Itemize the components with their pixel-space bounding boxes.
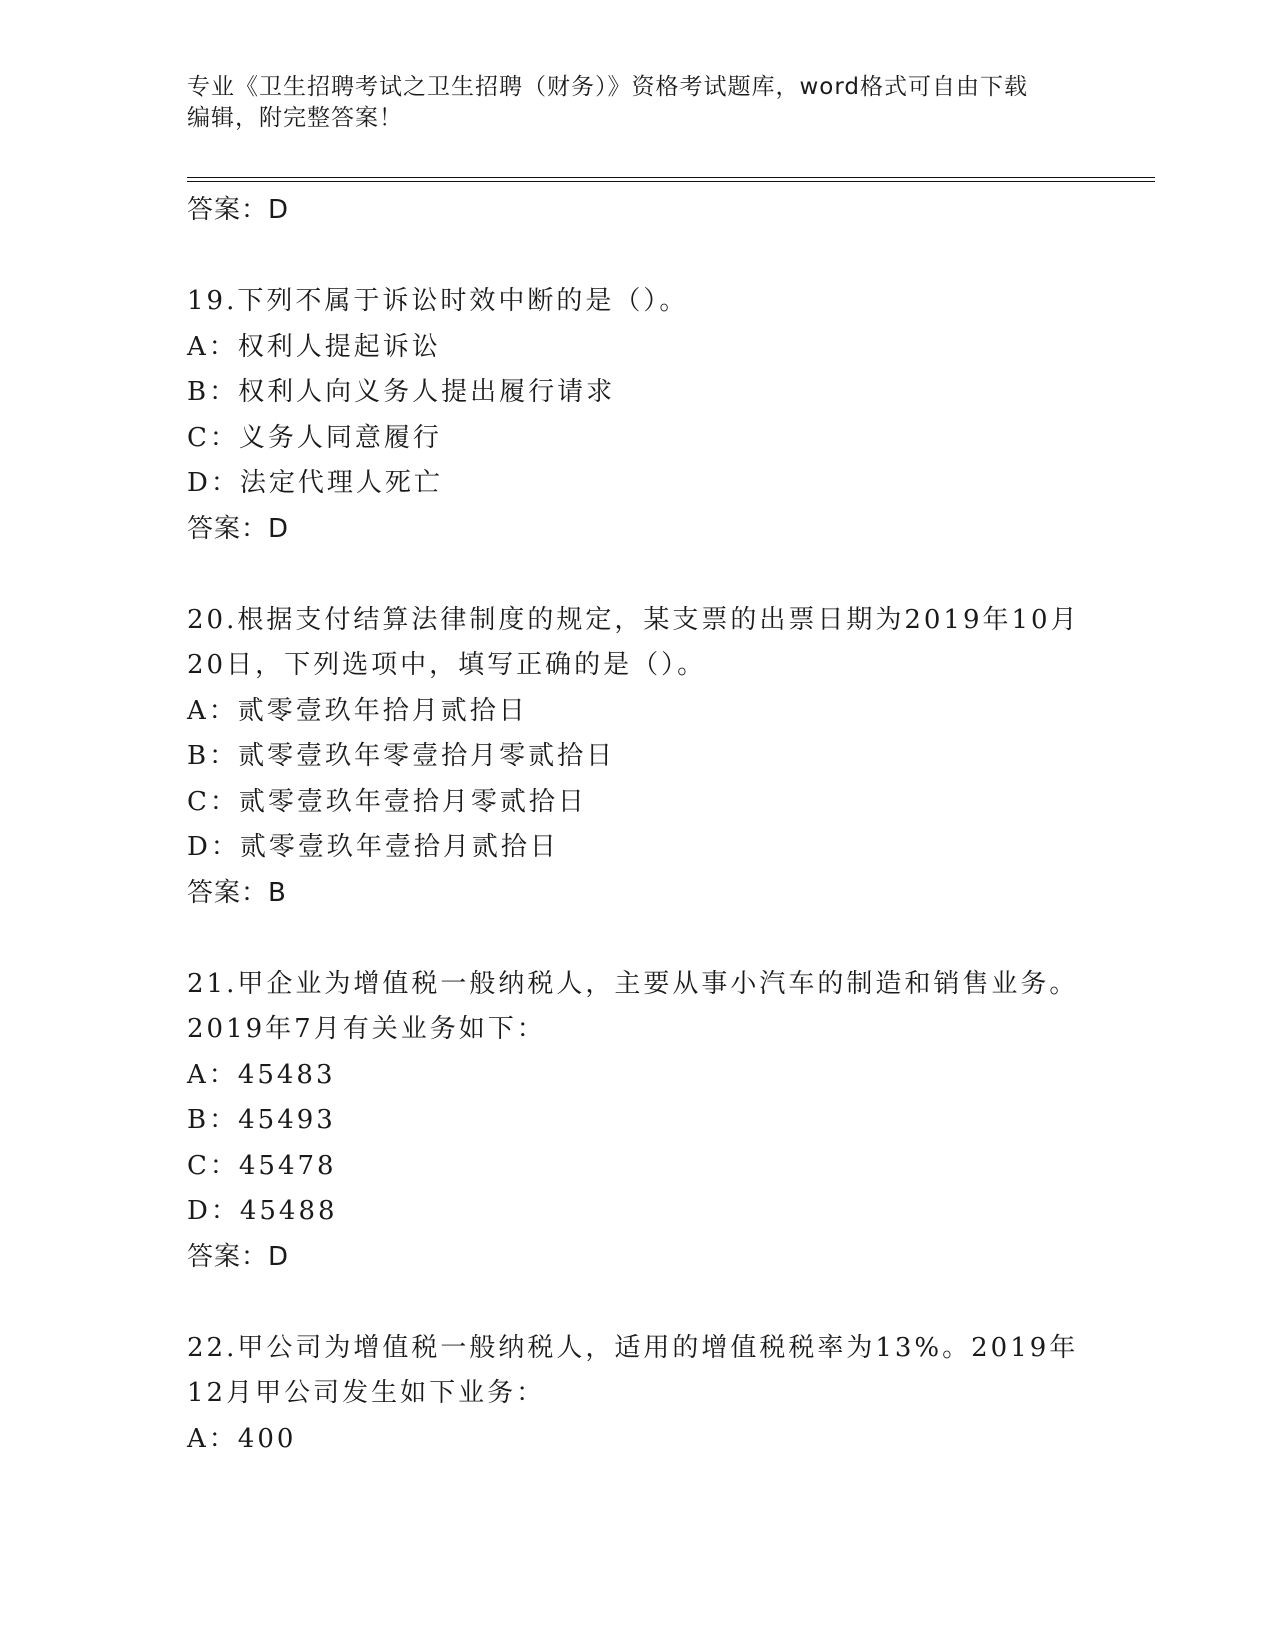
answer-line: 答案：B — [187, 877, 287, 908]
document-header — [187, 72, 1067, 134]
question-stem-continued: 20日，下列选项中，填写正确的是（）。 — [187, 650, 707, 680]
header-line-1: 专业《卫生招聘考试之卫生招聘（财务）》资格考试题库，word格式可自由下载 — [187, 74, 1029, 100]
question-stem: 19.下列不属于诉讼时效中断的是（）。 — [187, 286, 689, 316]
question-21 — [187, 962, 1087, 1281]
question-stem-continued: 12月甲公司发生如下业务： — [187, 1378, 546, 1408]
option-b: B：贰零壹玖年零壹拾月零贰拾日 — [187, 741, 616, 771]
spacer — [187, 1280, 1087, 1326]
header-divider-bottom — [187, 181, 1155, 182]
spacer — [187, 916, 1087, 962]
question-stem: 21.甲企业为增值税一般纳税人，主要从事小汽车的制造和销售业务。 — [187, 968, 1079, 999]
option-a: A：400 — [187, 1423, 297, 1454]
option-a: A：权利人提起诉讼 — [187, 331, 441, 362]
question-list — [187, 188, 1087, 1462]
spacer — [187, 552, 1087, 598]
option-d: D：贰零壹玖年壹拾月贰拾日 — [187, 832, 559, 862]
answer-line: 答案：D — [187, 513, 290, 544]
option-d: D：法定代理人死亡 — [187, 468, 443, 498]
option-a: A：贰零壹玖年拾月贰拾日 — [187, 695, 528, 726]
option-c: C：45478 — [187, 1150, 337, 1181]
question-stem-continued: 2019年7月有关业务如下： — [187, 1014, 546, 1044]
answer-line: 答案：D — [187, 1241, 290, 1272]
option-a: A：45483 — [187, 1059, 336, 1090]
option-b: B：权利人向义务人提出履行请求 — [187, 377, 616, 407]
question-20 — [187, 598, 1087, 917]
spacer — [187, 234, 1087, 280]
answer-line: 答案：D — [187, 195, 290, 225]
question-19 — [187, 279, 1087, 552]
question-stem: 20.根据支付结算法律制度的规定，某支票的出票日期为2019年10月 — [187, 604, 1080, 635]
option-c: C：义务人同意履行 — [187, 422, 442, 453]
option-c: C：贰零壹玖年壹拾月零贰拾日 — [187, 786, 587, 817]
question-22 — [187, 1326, 1087, 1463]
header-divider-top — [187, 177, 1155, 178]
option-d: D：45488 — [187, 1196, 338, 1226]
question-stem: 22.甲公司为增值税一般纳税人，适用的增值税税率为13%。2019年 — [187, 1332, 1079, 1363]
option-b: B：45493 — [187, 1105, 336, 1135]
header-line-2: 编辑，附完整答案！ — [187, 105, 403, 131]
